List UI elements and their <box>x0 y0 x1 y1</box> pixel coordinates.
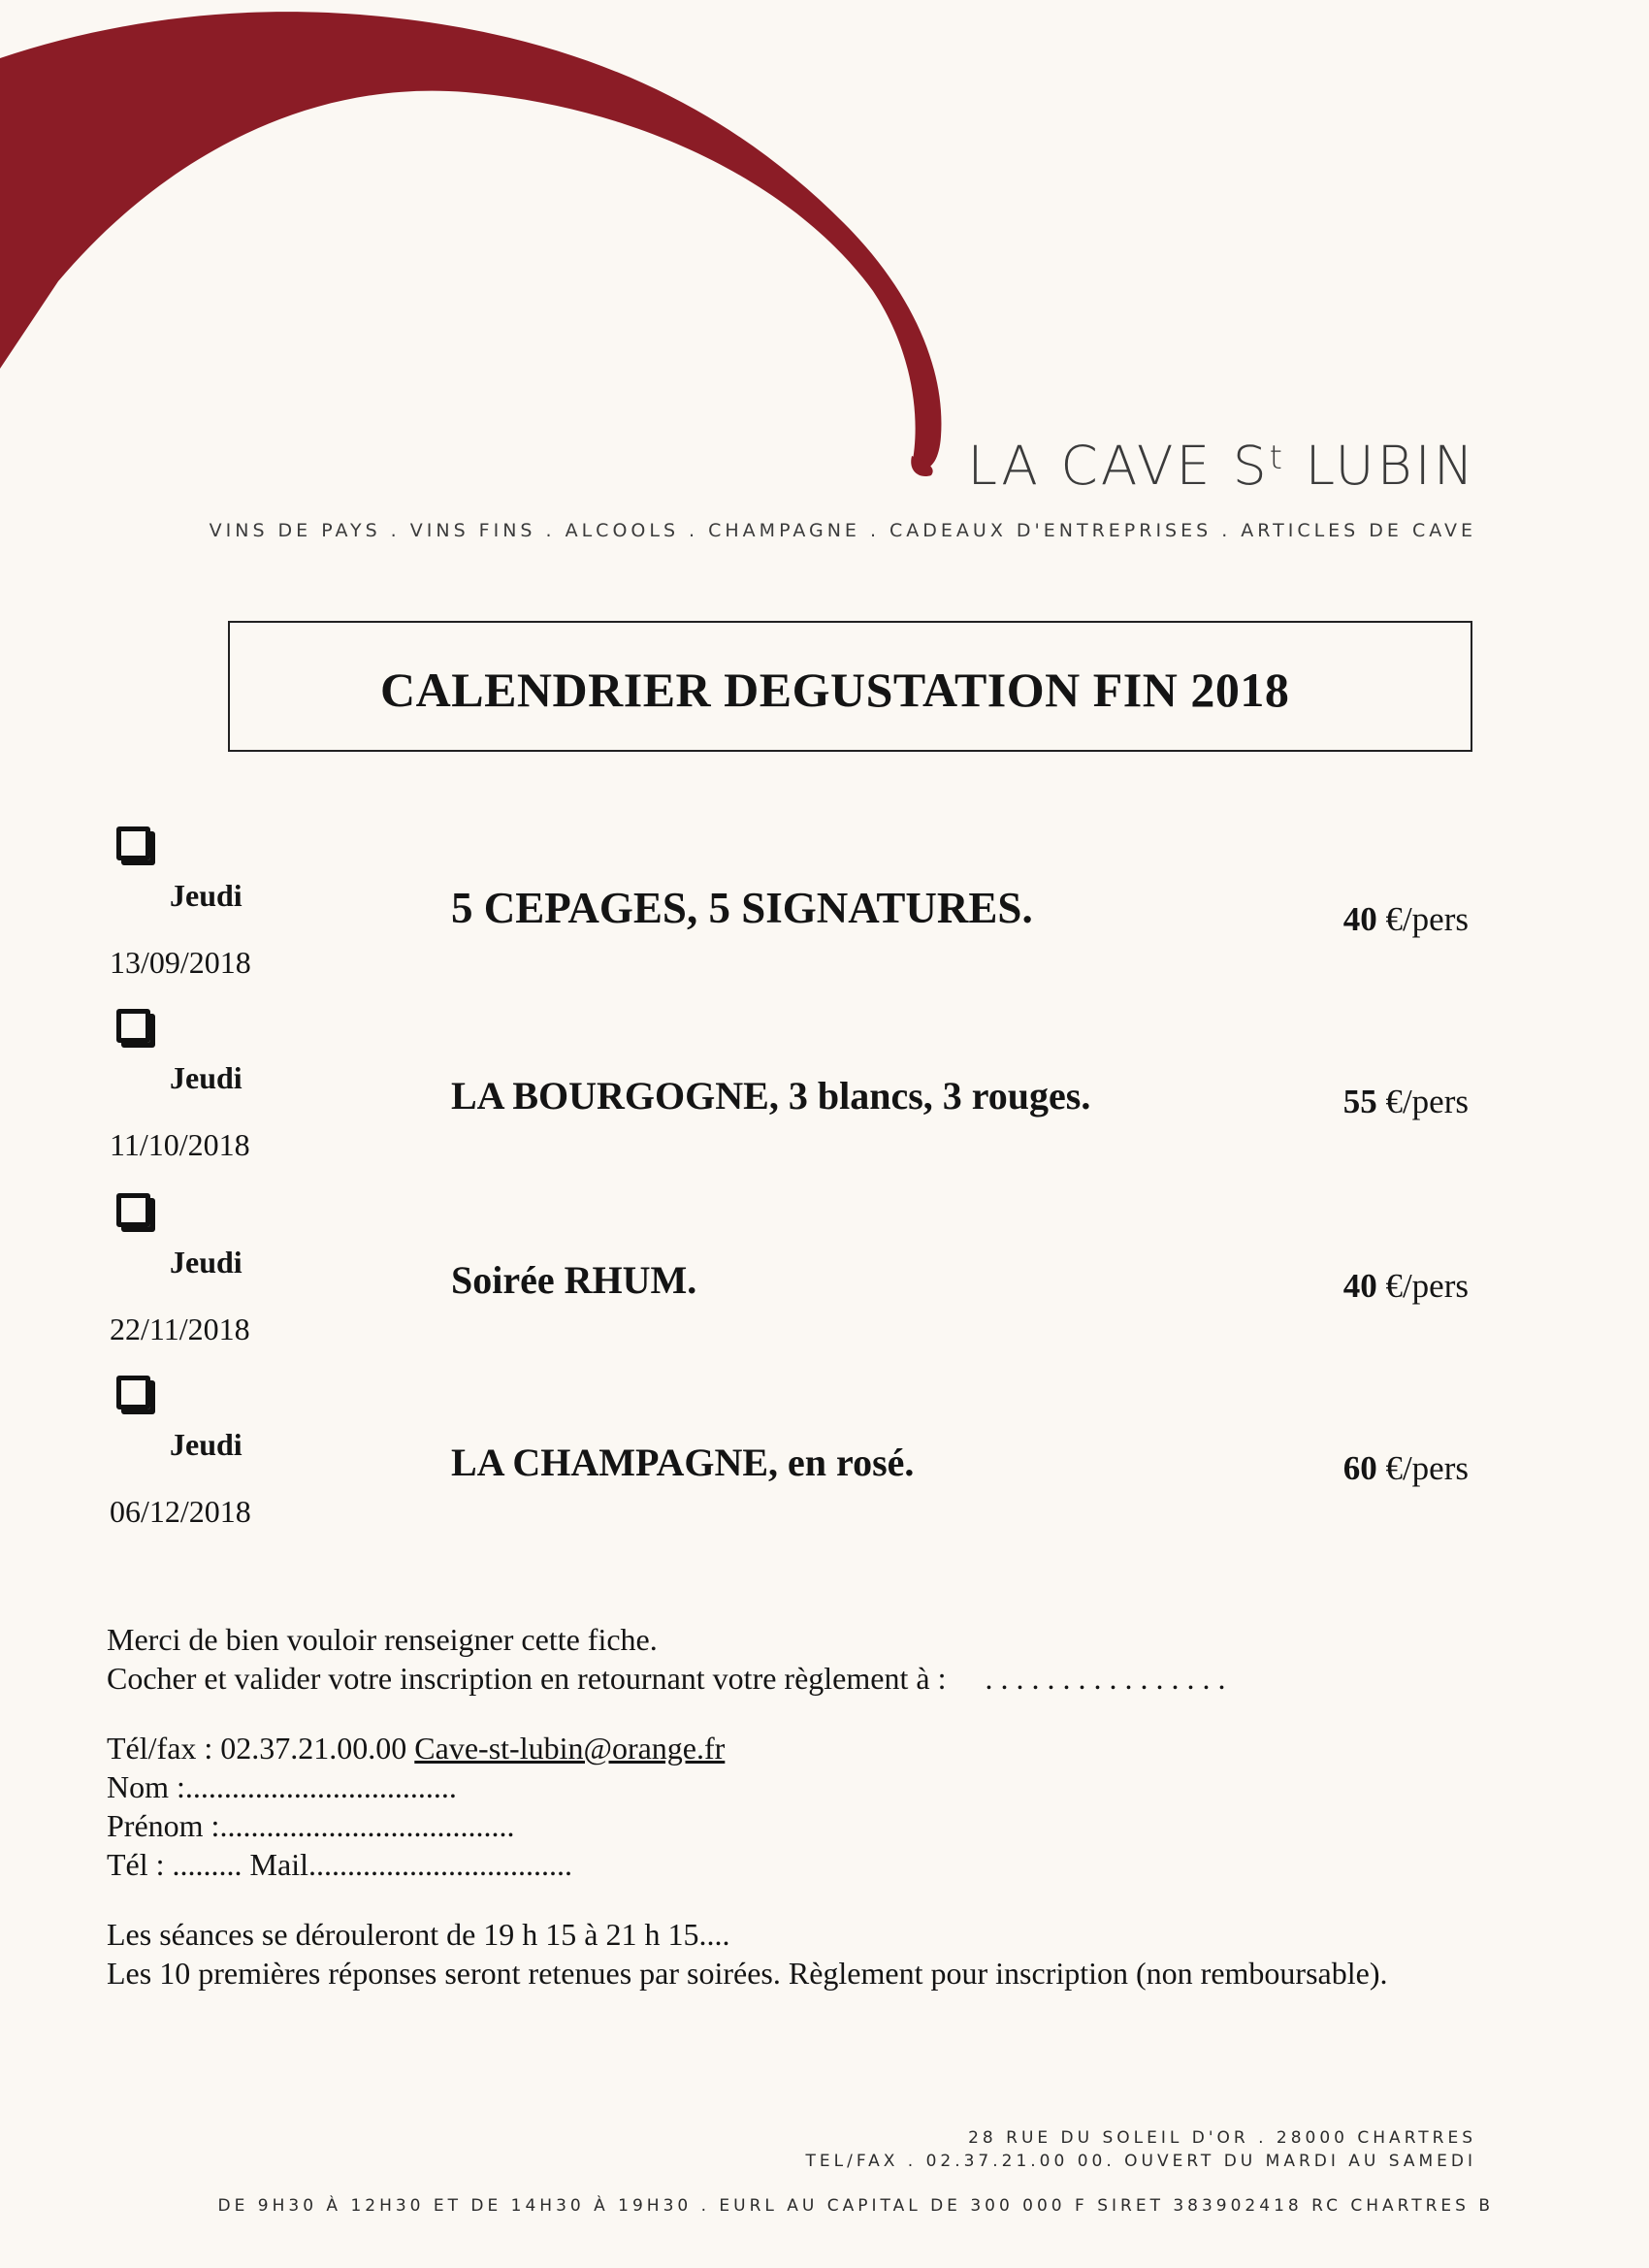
note-line: Les séances se dérouleront de 19 h 15 à 21 h 15.... <box>107 1917 730 1952</box>
event-checkbox[interactable] <box>116 1376 150 1409</box>
event-day: Jeudi <box>170 1060 242 1095</box>
event-description: LA CHAMPAGNE, en rosé. <box>451 1441 915 1484</box>
event-price: 40 €/pers <box>1342 900 1469 938</box>
nom-field[interactable]: Nom :................................... <box>107 1769 457 1804</box>
event-price: 55 €/pers <box>1342 1083 1469 1120</box>
footer-contact: TEL/FAX . 02.37.21.00 00. OUVERT DU MARDI AU SAMEDI <box>805 2152 1476 2171</box>
prenom-field[interactable]: Prénom :...................................... <box>107 1808 515 1843</box>
instruction-line: Cocher et valider votre inscription en retournant votre règlement à : . . . . . . . . . . . . . . . . <box>107 1661 1226 1696</box>
wine-swirl-logo-graphic <box>0 0 970 504</box>
event-row <box>0 1193 1649 1368</box>
event-date: 11/10/2018 <box>110 1127 250 1162</box>
event-date: 13/09/2018 <box>110 945 251 980</box>
contact-form <box>107 1729 725 1884</box>
store-logo-text: LA CAVE $S^t$ LUBIN <box>967 435 1476 497</box>
event-row <box>0 826 1649 1001</box>
event-checkbox[interactable] <box>116 826 150 860</box>
event-date: 06/12/2018 <box>110 1494 251 1529</box>
title-box <box>228 621 1472 752</box>
store-tagline: VINS DE PAYS . VINS FINS . ALCOOLS . CHAMPAGNE . CADEAUX D'ENTREPRISES . ARTICLES DE CAVE <box>209 520 1476 541</box>
event-day: Jeudi <box>170 1245 242 1280</box>
footer-address: 28 RUE DU SOLEIL D'OR . 28000 CHARTRES <box>968 2128 1476 2148</box>
note-line: Les 10 premières réponses seront retenues par soirées. Règlement pour inscription (non remboursable). <box>107 1956 1388 1991</box>
instruction-line: Merci de bien vouloir renseigner cette fiche. <box>107 1622 658 1657</box>
event-date: 22/11/2018 <box>110 1312 250 1346</box>
event-day: Jeudi <box>170 1427 242 1462</box>
page-title: CALENDRIER DEGUSTATION FIN 2018 <box>380 663 1290 717</box>
instructions <box>107 1620 1225 1698</box>
footer-legal: DE 9H30 À 12H30 ET DE 14H30 À 19H30 . EURL AU CAPITAL DE 300 000 F SIRET 383902418 RC CHARTRES B <box>217 2196 1494 2216</box>
event-description: Soirée RHUM. <box>451 1258 697 1302</box>
session-notes <box>107 1915 1387 1993</box>
event-row <box>0 1009 1649 1183</box>
event-checkbox[interactable] <box>116 1193 150 1227</box>
event-row <box>0 1376 1649 1550</box>
event-day: Jeudi <box>170 878 242 913</box>
event-description: 5 CEPAGES, 5 SIGNATURES. <box>451 884 1033 932</box>
contact-line: Tél/fax : 02.37.21.00.00 Cave-st-lubin@orange.fr <box>107 1731 726 1766</box>
event-checkbox[interactable] <box>116 1009 150 1043</box>
event-price: 40 €/pers <box>1342 1267 1469 1305</box>
email-link[interactable]: Cave-st-lubin@orange.fr <box>414 1731 726 1766</box>
event-price: 60 €/pers <box>1342 1449 1469 1487</box>
event-description: LA BOURGOGNE, 3 blancs, 3 rouges. <box>451 1074 1091 1118</box>
tel-mail-field[interactable]: Tél : ......... Mail.................................. <box>107 1847 572 1882</box>
